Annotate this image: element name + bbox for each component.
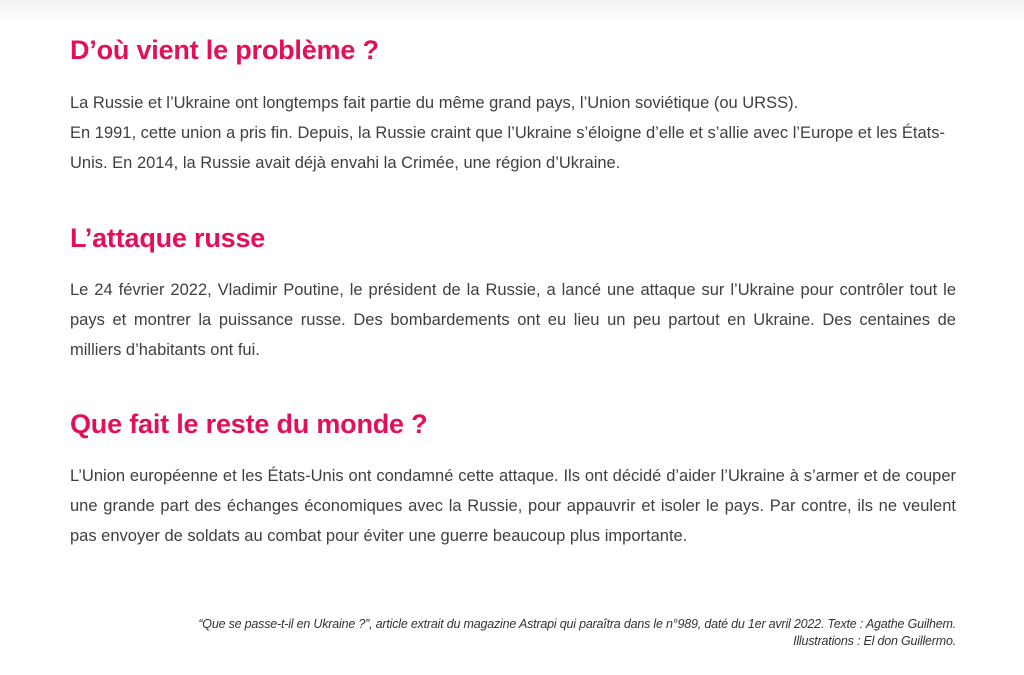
section-paragraph-world: L’Union européenne et les États-Unis ont condamné cette attaque. Ils ont décidé d’aider l’Ukraine à s’armer et de couper une grande part des échanges économiques avec la Russie, pour appauvrir et isoler le pays. Par contre, ils ne veulent pas envoyer de soldats au combat pour éviter une guerre beaucoup plus importante. bbox=[70, 467, 956, 545]
section-paragraph-attack: Le 24 février 2022, Vladimir Poutine, le président de la Russie, a lancé une attaque sur l’Ukraine pour contrôler tout le pays et montrer la puissance russe. Des bombardements ont eu lieu un peu partout en Ukraine. Des centaines de milliers d’habitants ont fui. bbox=[70, 281, 956, 359]
section-heading-origin: D’où vient le problème ? bbox=[70, 35, 379, 65]
section-heading-world: Que fait le reste du monde ? bbox=[70, 409, 428, 439]
section-paragraph-origin bbox=[70, 88, 956, 178]
top-shadow bbox=[0, 0, 1024, 22]
article-credit bbox=[76, 616, 956, 650]
credit-illustrations-line: Illustrations : El don Guillermo. bbox=[793, 634, 956, 648]
paragraph-line: La Russie et l’Ukraine ont longtemps fait partie du même grand pays, l’Union soviétique (ou URSS). bbox=[70, 94, 799, 112]
paragraph-line: En 1991, cette union a pris fin. Depuis, la Russie craint que l’Ukraine s’éloigne d’elle et s’allie avec l’Europe et les États-Unis. En 2014, la Russie avait déjà envahi la Crimée, une région d’Ukraine. bbox=[70, 124, 945, 172]
credit-source-line: “Que se passe-t-il en Ukraine ?”, article extrait du magazine Astrapi qui paraîtra dans le n°989, daté du 1er avril 2022. Texte : Agathe Guilhem. bbox=[198, 617, 956, 631]
section-heading-attack: L’attaque russe bbox=[70, 223, 266, 253]
